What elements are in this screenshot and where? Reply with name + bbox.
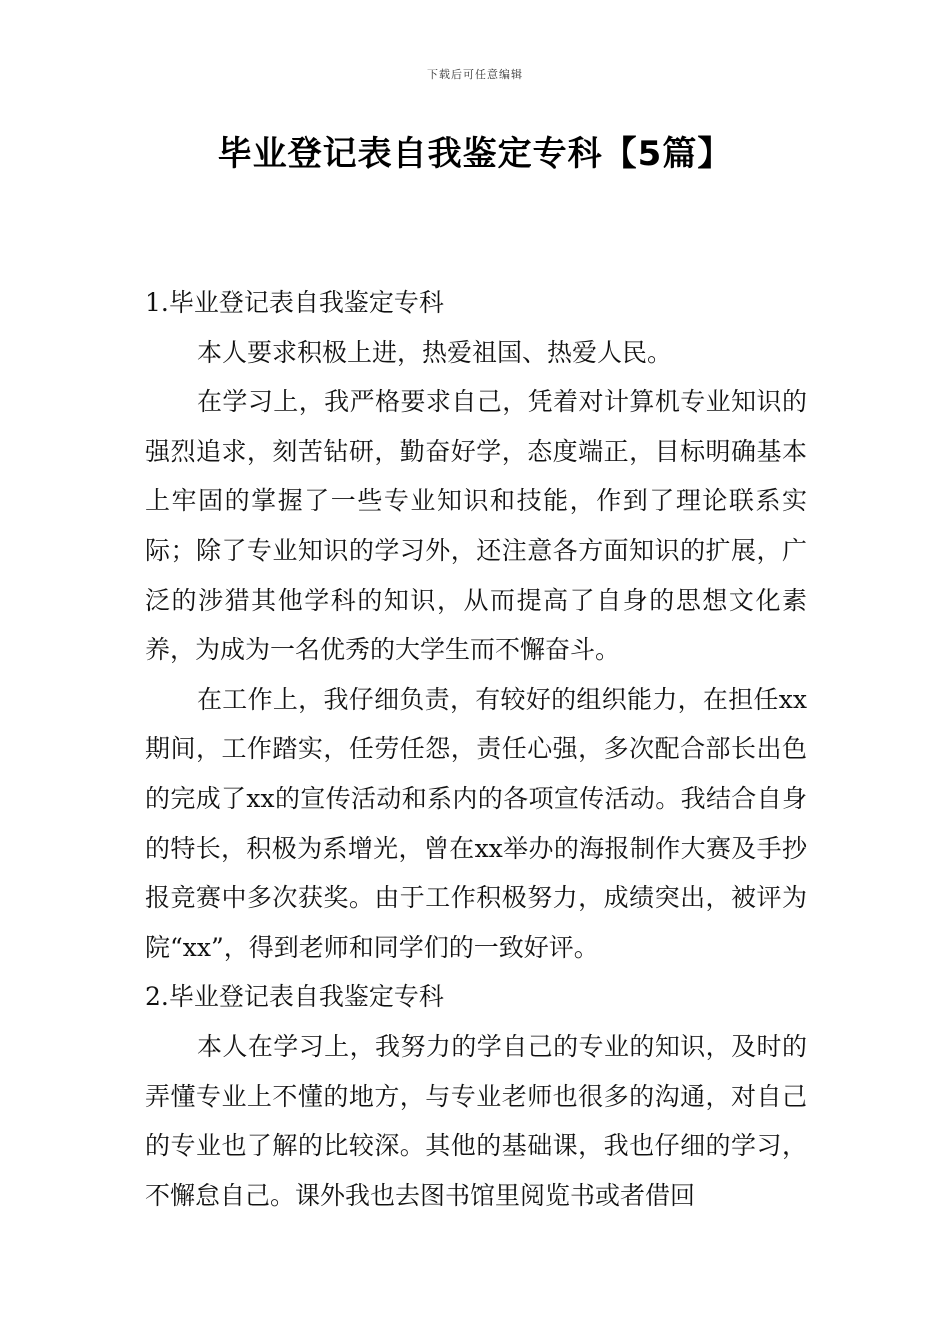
paragraph: 本人要求积极上进，热爱祖国、热爱人民。 bbox=[197, 337, 673, 367]
document-body bbox=[145, 278, 807, 1220]
header-note: 下载后可任意编辑 bbox=[427, 68, 523, 81]
paragraph: 在工作上，我仔细负责，有较好的组织能力，在担任xx期间，工作踏实，任劳任怨，责任心强，多次配合部长出色的完成了xx的宣传活动和系内的各项宣传活动。我结合自身的特长，积极为系增光，曾在xx举办的海报制作大赛及手抄报竞赛中多次获奖。由于工作积极努力，成绩突出，被评为院“xx”，得到老师和同学们的一致好评。 bbox=[145, 684, 807, 962]
section-heading: 1.毕业登记表自我鉴定专科 bbox=[145, 288, 444, 317]
section-heading: 2.毕业登记表自我鉴定专科 bbox=[145, 982, 444, 1012]
document-title: 毕业登记表自我鉴定专科【5篇】 bbox=[217, 134, 733, 174]
paragraph: 本人在学习上，我努力的学自己的专业的知识，及时的弄懂专业上不懂的地方，与专业老师也很多的沟通，对自己的专业也了解的比较深。其他的基础课，我也仔细的学习，不懈怠自己。课外我也去图书馆里阅览书或者借回 bbox=[145, 1031, 807, 1210]
paragraph: 在学习上，我严格要求自己，凭着对计算机专业知识的强烈追求，刻苦钻研，勤奋好学，态度端正，目标明确基本上牢固的掌握了一些专业知识和技能，作到了理论联系实际；除了专业知识的学习外，还注意各方面知识的扩展，广泛的涉猎其他学科的知识，从而提高了自身的思想文化素养，为成为一名优秀的大学生而不懈奋斗。 bbox=[145, 387, 807, 665]
